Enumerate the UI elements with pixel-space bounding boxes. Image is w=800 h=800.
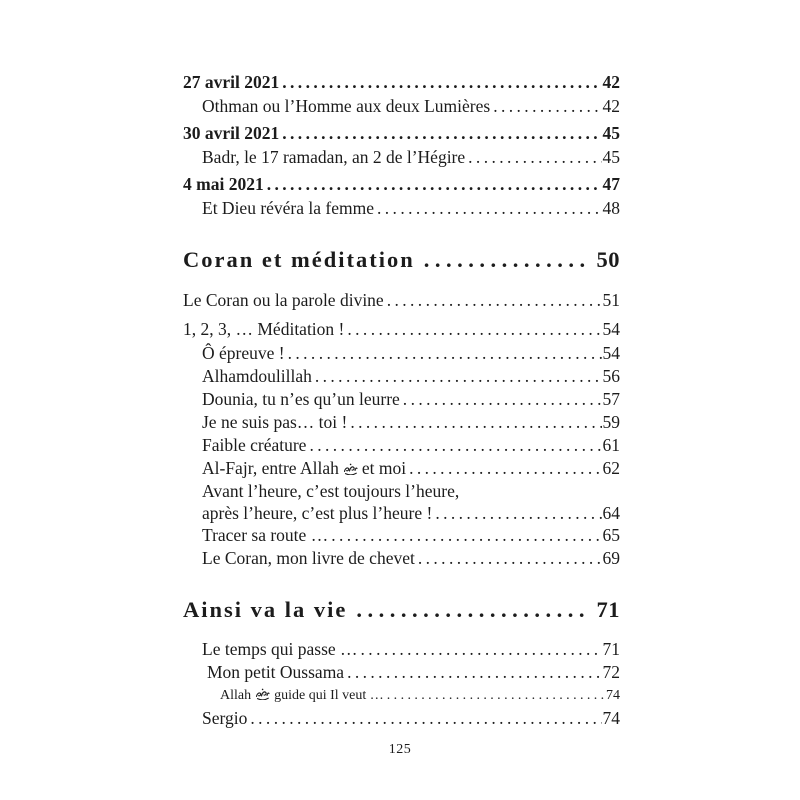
dot-leader: [347, 661, 601, 684]
toc-entry: [183, 684, 620, 707]
dot-leader: [309, 434, 601, 457]
toc-entry-title: Le temps qui passe …: [202, 639, 358, 659]
toc-entry: [183, 661, 620, 684]
toc-entry: [183, 547, 620, 570]
toc-entry: [183, 342, 620, 365]
toc-entry: [183, 146, 620, 169]
toc-entry-page-number: 57: [602, 389, 620, 409]
toc-heading-title: Ainsi va la vie: [183, 597, 348, 622]
toc-entry: [183, 365, 620, 388]
toc-entry-page-number: 54: [602, 343, 620, 363]
toc-entry-title: Alhamdoulillah: [202, 366, 312, 386]
toc-entry-page-number: 61: [602, 435, 620, 455]
page-number-footer: 125: [388, 742, 412, 757]
toc-entry: [183, 457, 620, 480]
toc-entry: [183, 638, 620, 661]
toc-entry-title: 30 avril 2021: [183, 123, 280, 143]
dot-leader: [331, 524, 601, 547]
toc-entry-page-number: 45: [602, 147, 620, 167]
toc-entry-title-continued: guide qui Il veut …: [274, 688, 384, 703]
dot-leader: [356, 594, 590, 626]
allah-calligraphy-icon: [255, 685, 270, 708]
toc-entry-title: après l’heure, c’est plus l’heure !: [202, 503, 433, 523]
dot-leader: [409, 457, 601, 480]
toc-heading-page-number: 50: [596, 247, 620, 272]
dot-leader: [361, 638, 602, 661]
dot-leader: [493, 95, 601, 118]
toc-section-heading: [183, 594, 620, 626]
table-of-contents: [183, 0, 620, 730]
dot-leader: [377, 197, 602, 220]
toc-entry-page-number: 47: [602, 174, 620, 194]
toc-entry-title: Othman ou l’Homme aux deux Lumières: [202, 96, 491, 116]
dot-leader: [468, 146, 601, 169]
toc-entry: [183, 480, 620, 503]
toc-entry-title: Ô épreuve !: [202, 343, 285, 363]
toc-entry-title: Avant l’heure, c’est toujours l’heure,: [202, 481, 460, 501]
toc-entry: [183, 197, 620, 220]
dot-leader: [288, 342, 602, 365]
toc-entry-title: 1, 2, 3, … Méditation !: [183, 319, 345, 339]
dot-leader: [435, 503, 601, 524]
dot-leader: [387, 684, 605, 707]
toc-entry: [183, 317, 620, 342]
toc-entry-page-number: 74: [602, 708, 620, 728]
toc-entry-page-number: 51: [602, 290, 620, 310]
dot-leader: [347, 317, 601, 342]
toc-entry-title: Allah: [220, 688, 252, 703]
toc-entry-page-number: 48: [602, 198, 620, 218]
toc-entry: [183, 288, 620, 313]
toc-entry-title: 27 avril 2021: [183, 72, 280, 92]
dot-leader: [267, 172, 598, 197]
dot-leader: [315, 365, 602, 388]
toc-entry-title: Tracer sa route …: [202, 525, 329, 545]
toc-entry-page-number: 45: [602, 123, 620, 143]
toc-entry-page-number: 54: [602, 319, 620, 339]
toc-entry-page-number: 74: [606, 688, 620, 703]
toc-entry: [183, 388, 620, 411]
dot-leader: [403, 388, 602, 411]
toc-entry-title: Mon petit Oussama: [207, 662, 345, 682]
dot-leader: [350, 411, 601, 434]
dot-leader: [387, 288, 602, 313]
toc-entry: [183, 70, 620, 95]
toc-entry-title: Badr, le 17 ramadan, an 2 de l’Hégire: [202, 147, 466, 167]
allah-calligraphy-icon: [343, 458, 358, 481]
toc-entry-title: Dounia, tu n’es qu’un leurre: [202, 389, 400, 409]
toc-entry: [183, 707, 620, 730]
toc-heading-page-number: 71: [596, 597, 620, 622]
toc-entry: [183, 95, 620, 118]
toc-entry-title: Le Coran ou la parole divine: [183, 290, 384, 310]
toc-entry-page-number: 42: [602, 72, 620, 92]
toc-entry-title: Je ne suis pas… toi !: [202, 412, 348, 432]
toc-entry-page-number: 71: [602, 639, 620, 659]
toc-entry-page-number: 56: [602, 366, 620, 386]
toc-entry: [183, 172, 620, 197]
toc-entry-page-number: 59: [602, 412, 620, 432]
toc-entry-page-number: 42: [602, 96, 620, 116]
dot-leader: [282, 70, 597, 95]
toc-entry-title: 4 mai 2021: [183, 174, 264, 194]
toc-entry-title: Le Coran, mon livre de chevet: [202, 548, 415, 568]
toc-entry-title-continued: et moi: [361, 458, 407, 478]
toc-entry: [183, 411, 620, 434]
toc-section-heading: [183, 244, 620, 276]
dot-leader: [424, 244, 591, 276]
toc-entry-title: Al-Fajr, entre Allah: [202, 458, 339, 478]
toc-entry: [183, 121, 620, 146]
toc-heading-title: Coran et méditation: [183, 247, 415, 272]
toc-entry-page-number: 64: [602, 503, 620, 523]
toc-entry: [183, 434, 620, 457]
dot-leader: [282, 121, 597, 146]
toc-entry-page-number: 69: [602, 548, 620, 568]
toc-entry-title: Faible créature: [202, 435, 307, 455]
toc-entry: [183, 524, 620, 547]
toc-entry-page-number: 62: [602, 458, 620, 478]
toc-entry-title: Sergio: [202, 708, 248, 728]
dot-leader: [418, 547, 602, 570]
dot-leader: [250, 707, 601, 730]
toc-entry-title: Et Dieu révéra la femme: [202, 198, 374, 218]
toc-entry-page-number: 65: [602, 525, 620, 545]
toc-entry: [183, 503, 620, 524]
toc-entry-page-number: 72: [602, 662, 620, 682]
